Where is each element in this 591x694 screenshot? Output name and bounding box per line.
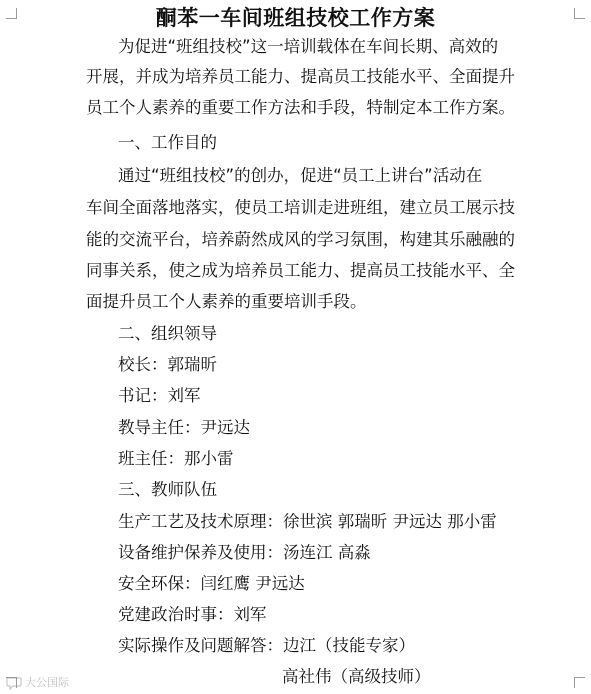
purpose-line-4: 同事关系，使之成为培养员工能力、提高员工技能水平、全: [86, 261, 515, 280]
leader-principal: 校长：郭瑞昕: [118, 355, 217, 374]
teacher-practical-ops: 实际操作及问题解答：边江（技能专家）: [118, 636, 415, 655]
intro-line-1: 为促进“班组技校”这一培训载体在车间长期、高效的: [118, 37, 499, 56]
leader-class-head: 班主任：那小雷: [118, 449, 234, 468]
leader-dean: 教导主任：尹远达: [118, 418, 250, 437]
intro-line-3: 员工个人素养的重要工作方法和手段，特制定本工作方案。: [86, 98, 515, 117]
teacher-party-politics: 党建政治时事：刘军: [118, 605, 267, 624]
intro-line-2: 开展，并成为培养员工能力、提高员工技能水平、全面提升: [86, 67, 515, 86]
watermark-text: 大公国际: [25, 676, 69, 689]
teacher-equipment: 设备维护保养及使用：汤连江 高淼: [118, 543, 371, 562]
section-heading-leadership: 二、组织领导: [118, 324, 217, 343]
purpose-line-1: 通过“班组技校”的创办，促进“员工上讲台”活动在: [118, 166, 483, 185]
section-heading-teachers: 三、教师队伍: [118, 480, 217, 499]
page-corner-mark-bottom-right: [574, 677, 585, 688]
teacher-practical-ops-2: 高社伟（高级技师）: [282, 667, 431, 686]
purpose-line-3: 能的交流平台，培养蔚然成风的学习氛围，构建其乐融融的: [86, 230, 515, 249]
teacher-process-tech: 生产工艺及技术原理：徐世滨 郭瑞昕 尹远达 那小雷: [118, 512, 497, 531]
purpose-line-2: 车间全面落地落实，使员工培训走进班组，建立员工展示技: [86, 198, 515, 217]
chat-bubble-logo-icon: [6, 675, 22, 689]
teacher-safety: 安全环保：闫红鹰 尹远达: [118, 574, 305, 593]
section-heading-purpose: 一、工作目的: [118, 133, 217, 152]
document-title: 酮苯一车间班组技校工作方案: [155, 5, 436, 30]
leader-secretary: 书记：刘军: [118, 386, 201, 405]
watermark: [6, 674, 69, 690]
purpose-line-5: 面提升员工个人素养的重要培训手段。: [86, 292, 367, 311]
